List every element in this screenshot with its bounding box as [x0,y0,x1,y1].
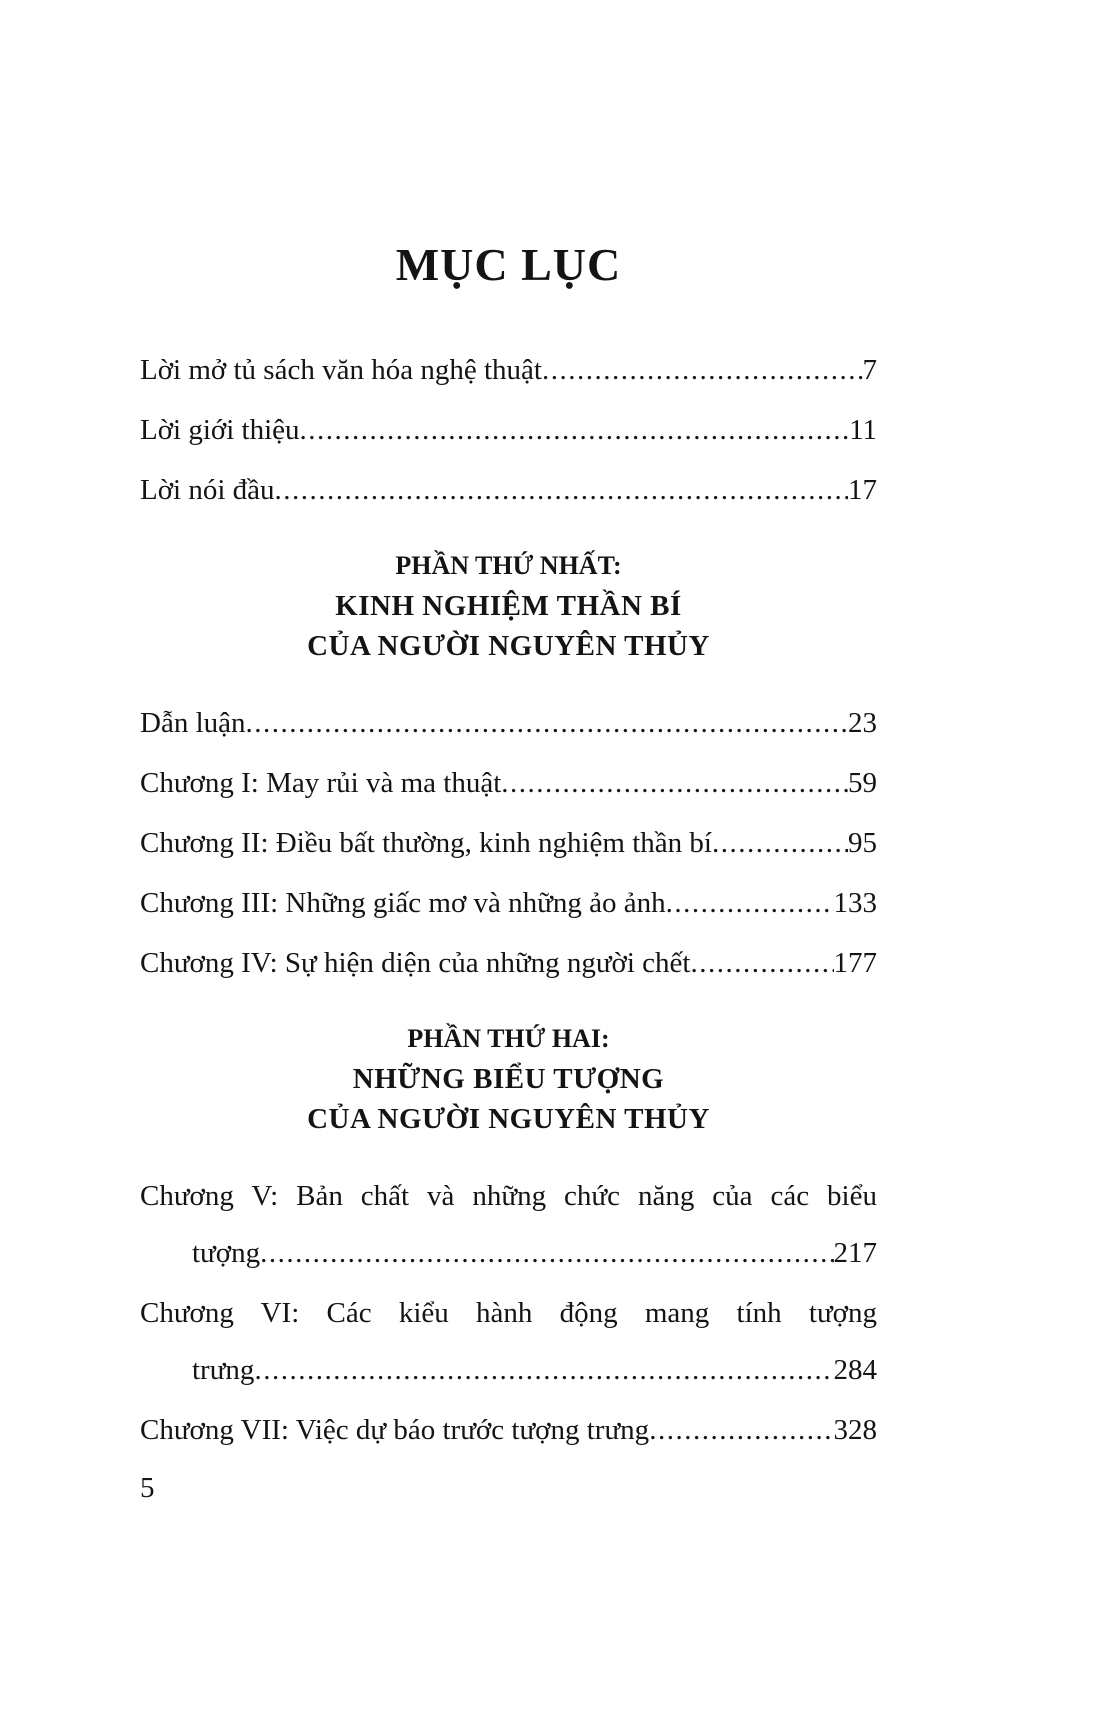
entry-page-number: 11 [849,414,877,446]
entry-title-line2 [140,1236,877,1271]
dot-leader [649,1413,833,1448]
entry-title: Chương III: Những giấc mơ và những ảo ảnh [140,887,666,919]
dot-leader [254,1353,833,1388]
entry-title: Dẫn luận [140,707,246,739]
part-title-line: CỦA NGƯỜI NGUYÊN THỦY [307,630,710,662]
part2-heading [140,1019,877,1139]
entry-title-line1: Chương VI: Các kiểu hành động mang tính tượng [140,1297,877,1329]
page-title: MỤC LỤC [395,239,622,290]
entry-page-number: 328 [833,1414,877,1446]
entry-page-number: 7 [862,354,877,386]
entry-title: Chương II: Điều bất thường, kinh nghiệm thần bí [140,827,712,859]
part-title-line: KINH NGHIỆM THẦN BÍ [335,590,682,622]
toc-entry [140,706,877,741]
dot-leader [246,706,849,741]
entry-title-continuation: tượng [192,1237,261,1269]
toc-entry [140,473,877,508]
dot-leader [690,946,833,981]
dot-leader [275,473,848,508]
part-label: PHẦN THỨ HAI: [407,1024,610,1053]
entry-page-number: 217 [833,1237,877,1269]
part1-heading [140,546,877,666]
dot-leader [542,353,863,388]
toc-entry [140,946,877,981]
entry-page-number: 284 [833,1354,877,1386]
toc-entry [140,1413,877,1448]
entry-title: Chương IV: Sự hiện diện của những người chết [140,947,691,979]
dot-leader [260,1236,833,1271]
toc-entry [140,413,877,448]
dot-leader [712,826,848,861]
entry-page-number: 95 [848,827,877,859]
entry-page-number: 59 [848,767,877,799]
folio-page-number: 5 [140,1472,155,1504]
part-label: PHẦN THỨ NHẤT: [395,551,622,580]
toc-entry [140,766,877,801]
entry-title-continuation: trưng [192,1354,255,1386]
toc-entry [140,1179,877,1271]
entry-page-number: 17 [848,474,877,506]
dot-leader [300,413,850,448]
part-title-line: CỦA NGƯỜI NGUYÊN THỦY [307,1103,710,1135]
entry-page-number: 177 [833,947,877,979]
toc-entry [140,353,877,388]
toc-entry [140,886,877,921]
entry-page-number: 23 [848,707,877,739]
entry-page-number: 133 [833,887,877,919]
entry-title: Chương I: May rủi và ma thuật [140,767,502,799]
part-title-line: NHỮNG BIỂU TƯỢNG [352,1063,665,1095]
dot-leader [501,766,848,801]
entry-title-line1: Chương V: Bản chất và những chức năng của các biểu [140,1180,877,1212]
entry-title-line2 [140,1353,877,1388]
entry-title: Lời nói đầu [140,474,275,506]
dot-leader [666,886,834,921]
entry-title: Chương VII: Việc dự báo trước tượng trưng [140,1414,650,1446]
toc-entry [140,1296,877,1388]
toc-entry [140,826,877,861]
entry-title: Lời mở tủ sách văn hóa nghệ thuật [140,354,542,386]
entry-title: Lời giới thiệu [140,414,300,446]
